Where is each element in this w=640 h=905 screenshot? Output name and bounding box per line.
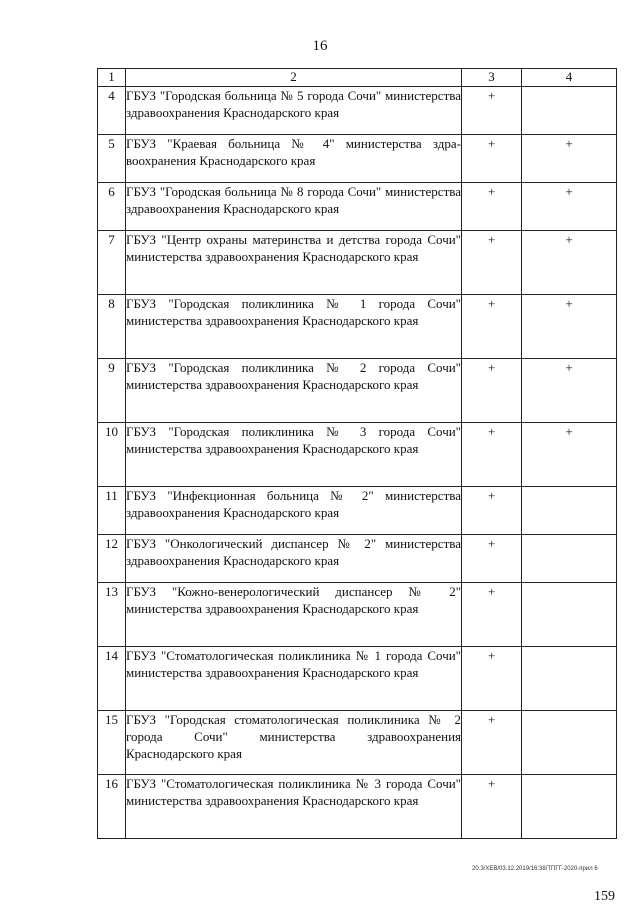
institution-name: ГБУЗ "Центр охраны материнства и детства города Сочи" министерства здравоохранения Краснодарского края: [126, 231, 462, 295]
table-row: [98, 359, 617, 423]
table-row: [98, 487, 617, 535]
table-header-row: [98, 69, 617, 87]
column-4-mark: [522, 583, 617, 647]
row-number: 14: [98, 647, 126, 711]
column-3-mark: +: [462, 487, 522, 535]
column-3-mark: +: [462, 711, 522, 775]
row-number: 13: [98, 583, 126, 647]
institutions-table: [97, 68, 617, 839]
institution-name: ГБУЗ "Стоматологическая поликлиника № 1 города Сочи" министерства здравоохранения Краснодарского края: [126, 647, 462, 711]
institution-name: ГБУЗ "Городская поликлиника № 1 города Сочи" министерства здравоохранения Краснодарского края: [126, 295, 462, 359]
institution-name: ГБУЗ "Онкологический диспансер № 2" министерства здравоохранения Краснодарского края: [126, 535, 462, 583]
column-3-mark: +: [462, 87, 522, 135]
column-4-mark: [522, 711, 617, 775]
row-number: 8: [98, 295, 126, 359]
row-number: 10: [98, 423, 126, 487]
table-row: [98, 535, 617, 583]
table-row: [98, 231, 617, 295]
row-number: 9: [98, 359, 126, 423]
column-3-mark: +: [462, 295, 522, 359]
row-number: 11: [98, 487, 126, 535]
column-4-mark: [522, 775, 617, 839]
institution-name: ГБУЗ "Городская поликлиника № 3 города Сочи" министерства здравоохранения Краснодарского края: [126, 423, 462, 487]
institution-name: ГБУЗ "Городская поликлиника № 2 города Сочи" министерства здравоохранения Краснодарского края: [126, 359, 462, 423]
table-row: [98, 295, 617, 359]
column-4-mark: [522, 87, 617, 135]
document-code: 20.3/ХЕВ/03.12.2019/16:38/ТПГГ-2020-прил 6: [472, 866, 598, 872]
row-number: 12: [98, 535, 126, 583]
column-4-mark: +: [522, 183, 617, 231]
column-3-mark: +: [462, 535, 522, 583]
column-4-mark: +: [522, 135, 617, 183]
row-number: 7: [98, 231, 126, 295]
column-3-mark: +: [462, 183, 522, 231]
row-number: 15: [98, 711, 126, 775]
table-body: [98, 87, 617, 839]
column-4-mark: +: [522, 231, 617, 295]
header-col-3: 3: [462, 69, 522, 87]
row-number: 5: [98, 135, 126, 183]
institution-name: ГБУЗ "Инфекционная больница № 2" министерства здравоохранения Краснодарского края: [126, 487, 462, 535]
institution-name: ГБУЗ "Стоматологическая поликлиника № 3 города Сочи" министерства здравоохранения Краснодарского края: [126, 775, 462, 839]
column-3-mark: +: [462, 647, 522, 711]
page-number: 16: [312, 38, 328, 54]
table-row: [98, 183, 617, 231]
column-3-mark: +: [462, 231, 522, 295]
table-row: [98, 775, 617, 839]
institution-name: ГБУЗ "Кожно-венерологический диспансер № 2" министерства здравоохранения Краснодарского края: [126, 583, 462, 647]
header-col-4: 4: [522, 69, 617, 87]
row-number: 4: [98, 87, 126, 135]
column-4-mark: [522, 487, 617, 535]
column-3-mark: +: [462, 135, 522, 183]
table-row: [98, 87, 617, 135]
table-row: [98, 647, 617, 711]
column-3-mark: +: [462, 775, 522, 839]
institution-name: ГБУЗ "Краевая больница № 4" министерства здравоохранения Краснодарского края: [126, 135, 462, 183]
column-4-mark: +: [522, 295, 617, 359]
table-row: [98, 135, 617, 183]
header-col-2: 2: [126, 69, 462, 87]
column-4-mark: +: [522, 359, 617, 423]
institution-name: ГБУЗ "Городская больница № 5 города Сочи" министерства здравоохранения Краснодарского края: [126, 87, 462, 135]
row-number: 6: [98, 183, 126, 231]
row-number: 16: [98, 775, 126, 839]
header-col-1: 1: [98, 69, 126, 87]
column-4-mark: [522, 535, 617, 583]
column-3-mark: +: [462, 423, 522, 487]
table-row: [98, 711, 617, 775]
institution-name: ГБУЗ "Городская стоматологическая поликлиника № 2 города Сочи" министерства здравоохранения Краснодарского края: [126, 711, 462, 775]
table-row: [98, 423, 617, 487]
institution-name: ГБУЗ "Городская больница № 8 города Сочи" министерства здравоохранения Краснодарского края: [126, 183, 462, 231]
table-row: [98, 583, 617, 647]
column-3-mark: +: [462, 359, 522, 423]
column-3-mark: +: [462, 583, 522, 647]
corner-page-number: 159: [594, 889, 615, 904]
column-4-mark: [522, 647, 617, 711]
column-4-mark: +: [522, 423, 617, 487]
